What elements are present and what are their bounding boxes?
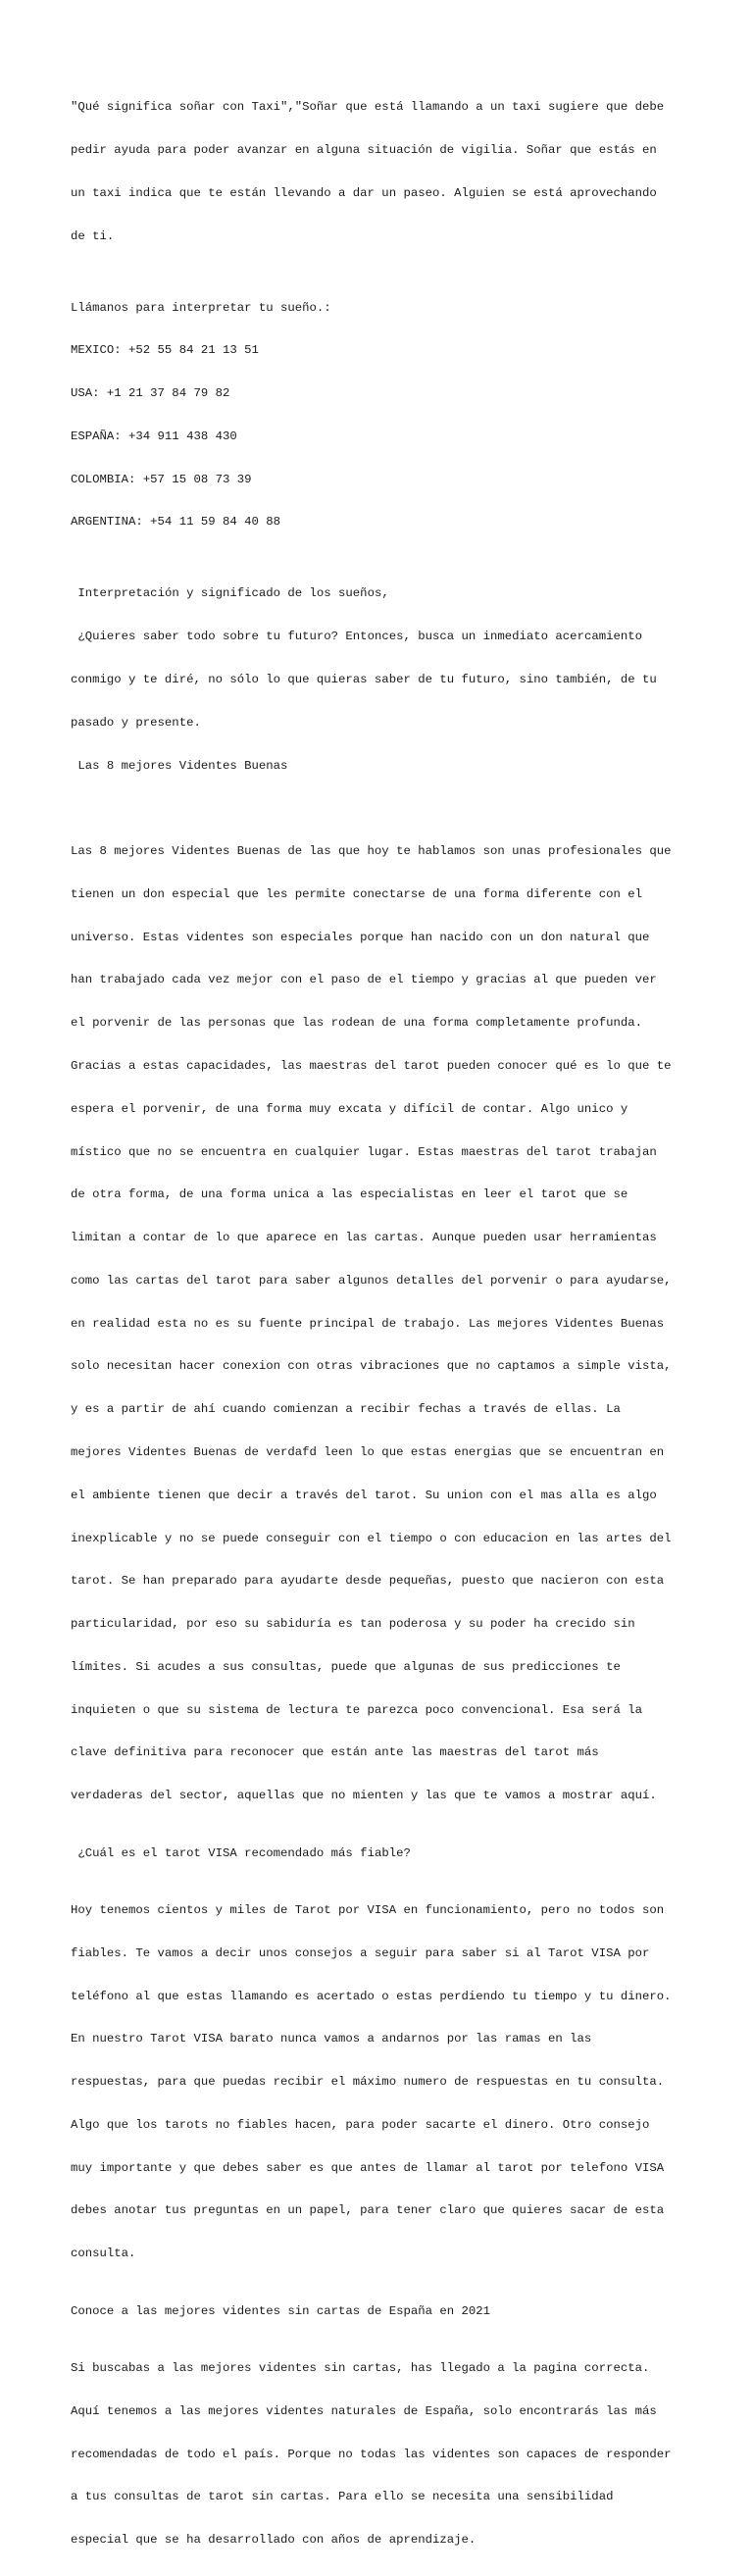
text-line: En nuestro Tarot VISA barato nunca vamos a andarnos por las ramas en las <box>71 2032 592 2046</box>
phone-usa: USA: +1 21 37 84 79 82 <box>71 386 230 401</box>
text-line: tienen un don especial que les permite conectarse de una forma diferente con el <box>71 886 642 901</box>
text-line: "Qué significa soñar con Taxi","Soñar que está llamando a un taxi sugiere que debe <box>71 100 665 115</box>
text-line: particularidad, por eso su sabiduría es tan poderosa y su poder ha crecido sin <box>71 1617 635 1632</box>
visa-heading: ¿Cuál es el tarot VISA recomendado más fiable? <box>71 1845 411 1860</box>
text-line: pedir ayuda para poder avanzar en alguna situación de vigilia. Soñar que estás en <box>71 142 657 157</box>
text-line: espera el porvenir, de una forma muy excata y difícil de contar. Algo unico y <box>71 1101 628 1116</box>
videntes-paragraph <box>71 816 688 1832</box>
text-line: y es a partir de ahí cuando comienzan a recibir fechas a través de ellas. La <box>71 1402 621 1417</box>
document-body <box>71 72 688 2576</box>
text-line: inexplicable y no se puede conseguir con el tiempo o con educacion en las artes del <box>71 1531 672 1545</box>
text-line: de ti. <box>71 228 115 243</box>
contact-label: Llámanos para interpretar tu sueño.: <box>71 300 331 315</box>
text-line: en realidad esta no es su fuente principal de trabajo. Las mejores Videntes Buenas <box>71 1316 665 1331</box>
paragraph-gap <box>71 2318 688 2333</box>
text-line: tarot. Se han preparado para ayudarte desde pequeñas, puesto que nacieron con esta <box>71 1574 665 1589</box>
paragraph-gap <box>71 1832 688 1846</box>
paragraph-gap <box>71 1860 688 1875</box>
text-line: de otra forma, de una forma unica a las especialistas en leer el tarot que se <box>71 1187 628 1202</box>
text-line: respuestas, para que puedas recibir el máximo numero de respuestas en tu consulta. <box>71 2075 665 2090</box>
text-line: verdaderas del sector, aquellas que no mienten y las que te vamos a mostrar aquí. <box>71 1789 657 1803</box>
paragraph-gap <box>71 2290 688 2304</box>
text-line: Interpretación y significado de los sueños, <box>71 586 389 601</box>
text-line: un taxi indica que te están llevando a dar un paseo. Alguien se está aprovechando <box>71 185 657 200</box>
text-line: pasado y presente. <box>71 715 201 730</box>
text-line: inquieten o que su sistema de lectura te parezca poco convencional. Esa será la <box>71 1702 642 1717</box>
text-line: Gracias a estas capacidades, las maestras del tarot pueden conocer qué es lo que te <box>71 1058 672 1073</box>
text-line: especial que se ha desarrollado con años de aprendizaje. <box>71 2533 477 2548</box>
text-line: el porvenir de las personas que las rodean de una forma completamente profunda. <box>71 1016 642 1031</box>
contact-block <box>71 272 688 558</box>
sin-cartas-paragraph <box>71 2333 688 2576</box>
visa-paragraph <box>71 1875 688 2290</box>
text-line: mejores Videntes Buenas de verdafd leen lo que estas energias que se encuentran en <box>71 1445 665 1459</box>
sin-cartas-heading: Conoce a las mejores videntes sin cartas de España en 2021 <box>71 2303 491 2318</box>
interpretacion-paragraph <box>71 558 688 801</box>
text-line: recomendadas de todo el país. Porque no todas las videntes son capaces de responder <box>71 2447 672 2461</box>
text-line: debes anotar tus preguntas en un papel, para tener claro que quieres sacar de esta <box>71 2203 665 2218</box>
text-line: consulta. <box>71 2247 136 2261</box>
text-line: límites. Si acudes a sus consultas, puede que algunas de sus predicciones te <box>71 1659 621 1674</box>
text-line: Algo que los tarots no fiables hacen, para poder sacarte el dinero. Otro consejo <box>71 2117 650 2132</box>
intro-paragraph <box>71 72 688 272</box>
text-line: como las cartas del tarot para saber algunos detalles del porvenir o para ayudarse, <box>71 1273 672 1288</box>
text-line: Las 8 mejores Videntes Buenas <box>71 758 288 773</box>
text-line: solo necesitan hacer conexion con otras vibraciones que no captamos a simple vista, <box>71 1359 672 1374</box>
text-line: Aquí tenemos a las mejores videntes naturales de España, solo encontrarás las más <box>71 2403 657 2418</box>
text-line: a tus consultas de tarot sin cartas. Para ello se necesita una sensibilidad <box>71 2490 614 2504</box>
text-line: limitan a contar de lo que aparece en las cartas. Aunque pueden usar herramientas <box>71 1231 657 1245</box>
phone-mexico: MEXICO: +52 55 84 21 13 51 <box>71 343 259 358</box>
text-line: fiables. Te vamos a decir unos consejos a seguir para saber si al Tarot VISA por <box>71 1945 650 1960</box>
text-line: teléfono al que estas llamando es acertado o estas perdiendo tu tiempo y tu dinero. <box>71 1989 672 2003</box>
text-line: el ambiente tienen que decir a través del tarot. Su union con el mas alla es algo <box>71 1488 657 1502</box>
text-line: Si buscabas a las mejores videntes sin cartas, has llegado a la pagina correcta. <box>71 2361 650 2375</box>
text-line: muy importante y que debes saber es que antes de llamar al tarot por telefono VISA <box>71 2160 665 2175</box>
text-line: místico que no se encuentra en cualquier lugar. Estas maestras del tarot trabajan <box>71 1144 657 1159</box>
text-line: ¿Quieres saber todo sobre tu futuro? Entonces, busca un inmediato acercamiento <box>71 630 642 644</box>
text-line: conmigo y te diré, no sólo lo que quieras saber de tu futuro, sino también, de tu <box>71 672 657 686</box>
phone-colombia: COLOMBIA: +57 15 08 73 39 <box>71 472 252 486</box>
text-line: universo. Estas videntes son especiales porque han nacido con un don natural que <box>71 930 650 944</box>
text-line: Hoy tenemos cientos y miles de Tarot por VISA en funcionamiento, pero no todos son <box>71 1903 665 1917</box>
paragraph-gap <box>71 801 688 816</box>
phone-argentina: ARGENTINA: +54 11 59 84 40 88 <box>71 515 281 530</box>
text-line: han trabajado cada vez mejor con el paso de el tiempo y gracias al que pueden ver <box>71 973 657 987</box>
text-line: clave definitiva para reconocer que están ante las maestras del tarot más <box>71 1745 599 1760</box>
phone-espana: ESPAÑA: +34 911 438 430 <box>71 429 237 443</box>
text-line: Las 8 mejores Videntes Buenas de las que hoy te hablamos son unas profesionales que <box>71 844 672 859</box>
